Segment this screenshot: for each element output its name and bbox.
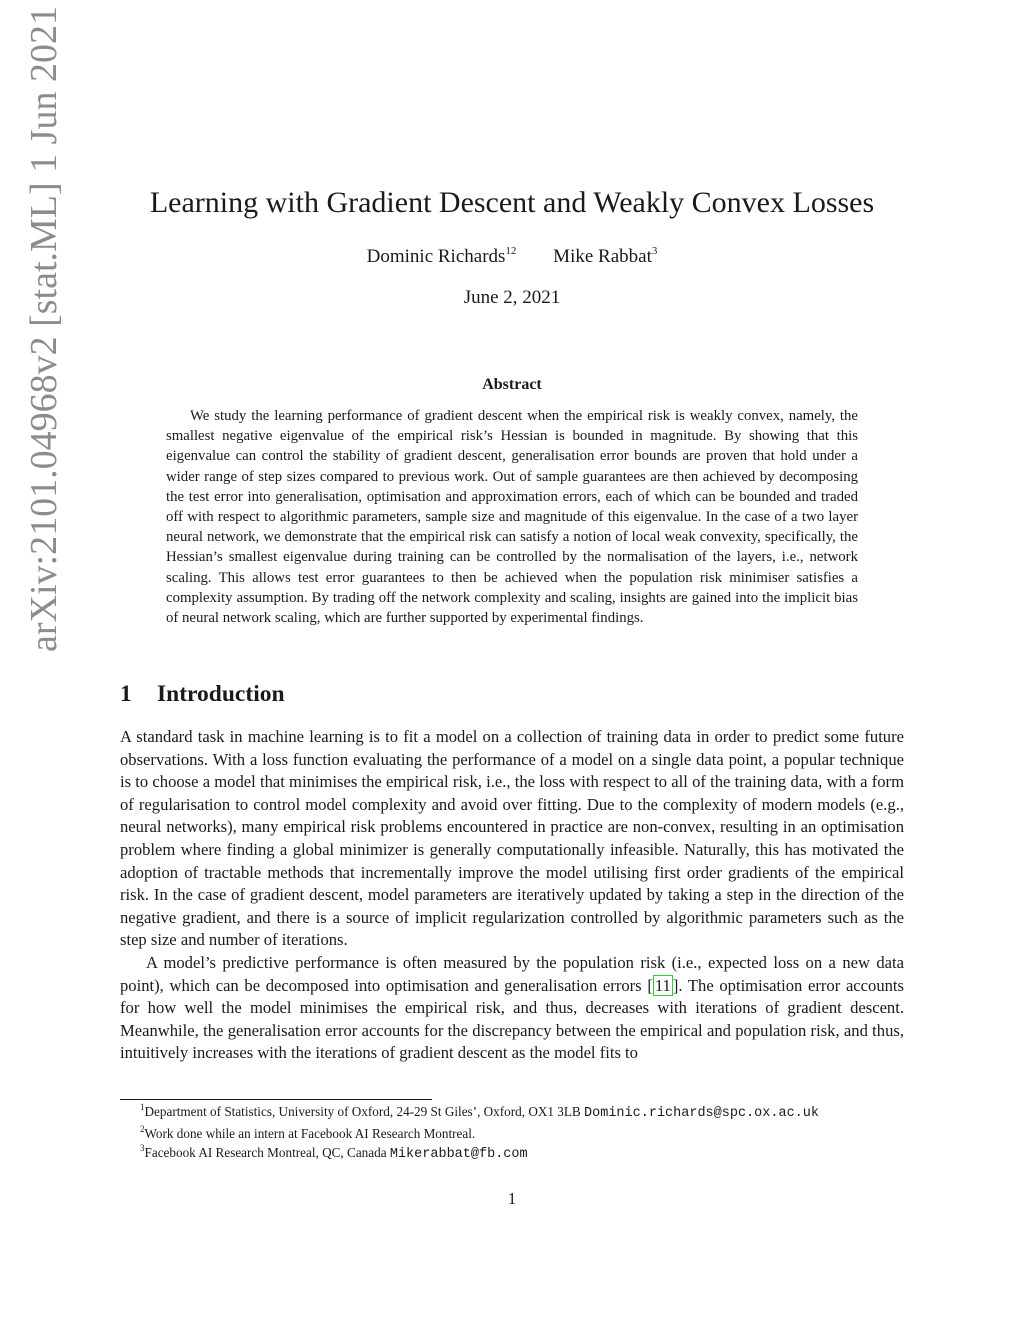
abstract-text: We study the learning performance of gradient descent when the empirical risk is weakly convex, namely, the smallest negative eigenvalue of the empirical risk’s Hessian is bounded in magnitude. By showing that this eigenvalue can control the stability of gradient descent, generalisation error bounds are proven that hold under a wider range of step sizes compared to previous work. Out of sample guarantees are then achieved by decomposing the test error into generalisation, optimisation and approximation errors, each of which can be bounded and traded off with respect to algorithmic parameters, sample size and magnitude of this eigenvalue. In the case of a two layer neural network, we demonstrate that the empirical risk can satisfy a notion of local weak convexity, specifically, the Hessian’s smallest eigenvalue during training can be controlled by the normalisation of the layers, i.e., network scaling. This allows test error guarantees to then be achieved when the population risk minimiser satisfies a complexity assumption. By trading off the network complexity and scaling, insights are gained into the implicit bias of neural network scaling, which are further supported by experimental findings.	[166, 408, 858, 627]
section-title: Introduction	[157, 681, 285, 707]
footnote-mark: 3	[140, 1143, 145, 1153]
email-link[interactable]: Dominic.richards@spc.ox.ac.uk	[584, 1106, 819, 1121]
author-name: Mike Rabbat	[553, 246, 652, 267]
footnote-3	[140, 1143, 920, 1165]
footnote-divider	[120, 1099, 432, 1100]
paragraph-text: A model’s predictive performance is often measured by the population risk (i.e., expected loss on a new data point), which can be decomposed into optimisation and generalisation errors [	[120, 952, 904, 995]
introduction-body	[120, 726, 904, 1065]
paragraph-text: ]. The optimisation error accounts for how well the model minimises the empirical risk, and thus, decreases with iterations of gradient descent. Meanwhile, the generalisation error accounts for the discrepancy between the empirical and population risk, and thus, intuitively increases with the iterations of gradient descent as the model fits to	[120, 975, 904, 1063]
section-heading	[120, 678, 285, 710]
footnote-mark: 1	[140, 1102, 145, 1112]
author-list	[100, 244, 924, 270]
author-rabbat	[553, 244, 657, 270]
paper-title: Learning with Gradient Descent and Weakly Convex Losses	[149, 186, 875, 219]
footnotes	[140, 1102, 920, 1165]
footnote-2	[140, 1124, 920, 1144]
author-name: Dominic Richards	[366, 246, 506, 267]
footnote-1	[140, 1102, 920, 1124]
publication-date: June 2, 2021	[463, 287, 561, 308]
email-link[interactable]: Mikerabbat@fb.com	[389, 1147, 528, 1162]
abstract-heading: Abstract	[482, 376, 542, 393]
footnote-text: Department of Statistics, University of Oxford, 24-29 St Giles’, Oxford, OX1 3LB	[144, 1104, 585, 1119]
author-affiliation-mark: 3	[651, 245, 658, 257]
section-number: 1	[120, 681, 132, 707]
citation-link[interactable]: 11	[654, 975, 671, 995]
intro-paragraph-1: A standard task in machine learning is to fit a model on a collection of training data in order to predict some future observations. With a loss function evaluating the performance of a model on a single data point, a popular technique is to choose a model that minimises the empirical risk, i.e., the loss with respect to all of the training data, with a form of regularisation to control model complexity and avoid over fitting. Due to the complexity of modern models (e.g., neural networks), many empirical risk problems encountered in practice are non-convex, resulting in an optimisation problem where finding a global minimizer is generally computationally infeasible. Naturally, this has motivated the adoption of tractable methods that incrementally improve the model utilising first order gradients of the empirical risk. In the case of gradient descent, model parameters are iteratively updated by taking a step in the direction of the negative gradient, and there is a source of implicit regularization controlled by algorithmic parameters such as the step size and number of iterations.	[120, 727, 904, 950]
arxiv-identifier-stamp: arXiv:2101.04968v2 [stat.ML] 1 Jun 2021	[23, 6, 65, 652]
footnote-text: Facebook AI Research Montreal, QC, Canada	[144, 1145, 390, 1160]
page-number: 1	[507, 1189, 517, 1208]
footnote-text: Work done while an intern at Facebook AI Research Montreal.	[144, 1125, 476, 1141]
author-richards	[367, 244, 517, 270]
author-affiliation-mark: 12	[505, 245, 517, 257]
intro-paragraph-2	[120, 952, 904, 1065]
footnote-mark: 2	[140, 1123, 145, 1134]
